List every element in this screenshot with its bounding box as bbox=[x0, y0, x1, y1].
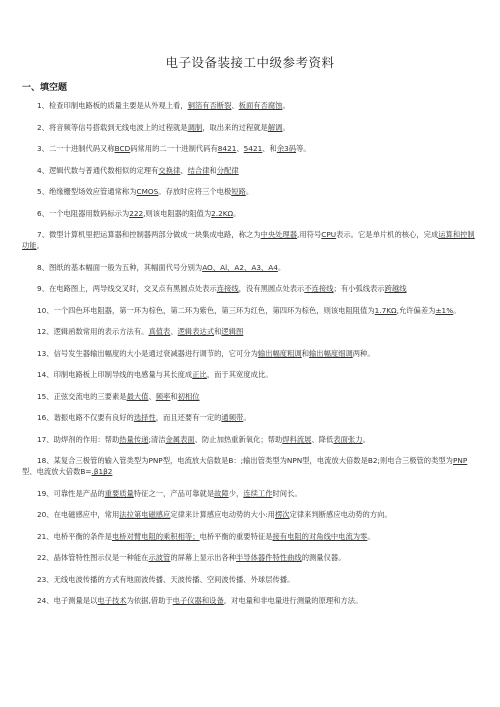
answer-text: 半导体器件特性曲线 bbox=[236, 553, 302, 563]
question-text: 21、电桥平衡的条件是 bbox=[37, 531, 112, 541]
question-text: 15、正弦交流电的三要素是 bbox=[37, 391, 127, 401]
question-text: 表示。它是单片机的核心，完成 bbox=[336, 230, 439, 239]
question-text: 1、检查印制电路板的质量主要是从外观上看， bbox=[37, 101, 188, 110]
question-item bbox=[22, 143, 477, 154]
answer-text: 铜箔有否断裂 bbox=[187, 101, 232, 110]
question-text: 、 bbox=[170, 327, 178, 337]
answer-text: 结合律 bbox=[187, 165, 210, 175]
answer-text: 焊料流展 bbox=[282, 434, 312, 444]
answer-text: PNP bbox=[452, 456, 468, 466]
question-text: ,则该电阻器的阻值为 bbox=[143, 208, 212, 218]
question-text: 电桥平衡的重要特征是 bbox=[199, 531, 273, 541]
question-text: 20、在电磁感应中，常用 bbox=[37, 510, 120, 520]
question-list bbox=[22, 100, 477, 617]
answer-text: 连续工作 bbox=[243, 488, 273, 498]
answer-text: 交换律 bbox=[158, 165, 181, 175]
question-item bbox=[22, 326, 477, 337]
question-text: 4、逻辑代数与普通代数相似的定理有 bbox=[37, 165, 159, 175]
question-text: 、 bbox=[180, 165, 188, 175]
question-text: 和 bbox=[214, 327, 222, 337]
answer-text: CPU bbox=[321, 230, 337, 239]
question-text: 19、可靠性是产品的 bbox=[37, 488, 105, 498]
answer-text: 电桥对臂电阻的乘积相等； bbox=[111, 531, 200, 541]
question-text: 少， bbox=[228, 488, 244, 498]
answer-text: 连接线 bbox=[216, 284, 239, 294]
question-item bbox=[22, 455, 477, 477]
question-text: 2、将音频等信号搭载到无线电波上的过程就是 bbox=[37, 122, 188, 132]
question-item bbox=[22, 574, 477, 585]
question-text: 。 bbox=[282, 122, 290, 132]
question-text: 。存放时应将三个电极 bbox=[158, 187, 232, 196]
question-text: ，而且还要有一定的 bbox=[155, 413, 222, 423]
question-text: 14、印制电路板上印制导线的电感量与其长度成 bbox=[37, 370, 193, 380]
question-text: 特征之一，产品可靠就是 bbox=[133, 488, 215, 498]
question-text: 为依据,借助于 bbox=[126, 596, 173, 606]
question-text: 、 bbox=[148, 391, 156, 401]
question-item bbox=[22, 531, 477, 542]
question-item bbox=[22, 165, 477, 176]
question-item bbox=[22, 229, 477, 251]
section-heading: 一、填空题 bbox=[22, 83, 68, 93]
answer-text: 选择性 bbox=[133, 413, 156, 423]
answer-text: 中央处理器 bbox=[260, 230, 298, 239]
question-text: 22、晶体管特性图示仪是一种能在 bbox=[37, 553, 149, 563]
answer-text: AO、Al、A2、A3、A4 bbox=[202, 262, 278, 272]
answer-text: 接有电阻的对角线中电流为零 bbox=[272, 531, 368, 541]
question-text: ,用符号 bbox=[297, 230, 322, 239]
question-text: 。 bbox=[282, 101, 290, 110]
question-text: ;清洁 bbox=[148, 434, 166, 444]
question-item bbox=[22, 369, 477, 380]
question-text: 、 bbox=[236, 144, 244, 153]
question-text: 7、微型计算机里把运算器和控制器两部分做成一块集成电路，称之为 bbox=[37, 230, 261, 239]
answer-text: 频率 bbox=[155, 391, 171, 401]
question-text: ，没有黑圆点处表示 bbox=[238, 284, 305, 294]
question-text: 。 bbox=[245, 187, 254, 196]
question-text: 型、电流放大倍数B= bbox=[22, 467, 92, 477]
question-text: 5、绝缘栅型场效应管通常称为 bbox=[37, 187, 137, 196]
answer-text: 正比 bbox=[192, 370, 207, 380]
answer-text: CMOS bbox=[136, 187, 159, 196]
answer-text: 1.7KΩ bbox=[374, 305, 397, 315]
question-text: ，而于其宽度成比。 bbox=[206, 370, 273, 380]
question-text: 和 bbox=[170, 391, 178, 401]
question-text: 等。 bbox=[296, 144, 311, 153]
answer-text: .β1β2 bbox=[91, 467, 113, 477]
question-item bbox=[22, 208, 477, 219]
question-text: 码常用的二一十进制代码有 bbox=[130, 144, 218, 153]
question-text: 。 bbox=[277, 262, 286, 272]
answer-text: 真值表 bbox=[148, 327, 171, 337]
question-text: 、降低 bbox=[311, 434, 334, 444]
answer-text: 余3码 bbox=[276, 144, 297, 153]
answer-text: 2.2KΩ bbox=[211, 208, 234, 218]
answer-text: 输出幅度粗调 bbox=[257, 348, 302, 358]
answer-text: 222 bbox=[129, 208, 144, 218]
question-text: 时间长。 bbox=[272, 488, 302, 498]
answer-text: 楞次 bbox=[274, 510, 290, 520]
answer-text: ±1% bbox=[435, 305, 454, 315]
answer-text: 不连接线 bbox=[304, 284, 334, 294]
question-item bbox=[22, 283, 477, 294]
question-text: 种，其幅面代号分别为 bbox=[129, 262, 203, 272]
question-text: 。 bbox=[362, 434, 370, 444]
question-item bbox=[22, 186, 477, 197]
question-text: 、防止加热重新氧化；帮助 bbox=[194, 434, 283, 444]
question-text: 。 bbox=[367, 531, 375, 541]
question-text: 16、谐振电路不仅要有良好的 bbox=[37, 413, 134, 423]
question-item bbox=[22, 305, 477, 316]
answer-text: 8421 bbox=[217, 144, 237, 153]
answer-text: 通频带 bbox=[221, 413, 244, 423]
question-text: 23、无线电波传播的方式有地面波传播、天波传播、空间波传播、外球层传播。 bbox=[37, 574, 295, 584]
page-title: 电子设备装接工中级参考资料 bbox=[165, 55, 335, 70]
answer-text: 重要质量 bbox=[104, 488, 134, 498]
answer-text: 逻辑图 bbox=[221, 327, 244, 337]
question-text: 8、图纸的基本幅面一般为五 bbox=[37, 262, 130, 272]
answer-text: 法拉第电磁感应 bbox=[119, 510, 171, 520]
question-text: ；有小弧线表示 bbox=[333, 284, 385, 294]
question-text: 的测量仪器。 bbox=[301, 553, 346, 563]
question-text: 、 bbox=[231, 101, 239, 110]
answer-text: 热量传递 bbox=[119, 434, 149, 444]
question-item bbox=[22, 509, 477, 520]
answer-text: 初相位 bbox=[177, 391, 200, 401]
question-text: 的屏幕上显示出各种 bbox=[170, 553, 237, 563]
answer-text: 表面张力 bbox=[333, 434, 363, 444]
question-text: 、和 bbox=[262, 144, 277, 153]
answer-text: 示波管 bbox=[148, 553, 171, 563]
question-item bbox=[22, 412, 477, 423]
question-text: 。 bbox=[233, 208, 241, 218]
question-text: 24、电子测量是以 bbox=[37, 596, 98, 606]
answer-text: 电子技术 bbox=[97, 596, 127, 606]
answer-text: 解调 bbox=[267, 122, 283, 132]
question-text: 。 bbox=[453, 305, 461, 315]
answer-text: 逻辑表达式 bbox=[177, 327, 215, 337]
answer-text: 调制 bbox=[187, 122, 203, 132]
question-text: 10、一个四色环电阻器，第一环为棕色，第二环为紫色，第三环为红色，第四环为棕色，则该电阻阻值为 bbox=[37, 305, 375, 315]
question-text: 和 bbox=[301, 348, 309, 358]
question-text: ,允许偏差为 bbox=[396, 305, 436, 315]
answer-text: 板面有否腐蚀 bbox=[238, 101, 283, 110]
question-text: 12、逻辑函数常用的表示方法有。 bbox=[37, 327, 149, 337]
question-item bbox=[22, 595, 477, 606]
answer-text: 运算和控制功能 bbox=[22, 230, 475, 251]
answer-text: 最大值 bbox=[126, 391, 149, 401]
answer-text: 5421 bbox=[243, 144, 263, 153]
question-item bbox=[22, 262, 477, 273]
question-text: 和 bbox=[209, 165, 217, 175]
question-item bbox=[22, 348, 477, 359]
question-text: 17、助焊剂的作用：帮助 bbox=[37, 434, 120, 444]
answer-text: 电子仪器和设备 bbox=[172, 596, 224, 606]
question-text: 3、二一十进制代码又称 bbox=[37, 144, 115, 153]
question-item bbox=[22, 100, 477, 111]
question-item bbox=[22, 434, 477, 445]
question-text: 定律来计算感应电动势的大小:用 bbox=[170, 510, 275, 520]
question-text: ，取出来的过程就是 bbox=[202, 122, 268, 132]
answer-text: 短路 bbox=[231, 187, 246, 196]
question-text: ，对电量和非电量进行测量的原理和方法。 bbox=[223, 596, 363, 606]
question-text: 定律来判断感应电动势的方向。 bbox=[289, 510, 392, 520]
question-text: 。 bbox=[36, 241, 44, 251]
answer-text: 故障 bbox=[214, 488, 229, 498]
question-item bbox=[22, 552, 477, 563]
question-text: 18、某复合三极管的输入管类型为PNP型，电流放大倍数是B：;输出管类型为NPN型，电流放大倍数是B2;则电合三极管的类型为 bbox=[37, 456, 453, 466]
question-text: 两种。 bbox=[352, 348, 375, 358]
answer-text: 跨越线 bbox=[384, 284, 407, 294]
answer-text: 金属表面 bbox=[165, 434, 195, 444]
question-item bbox=[22, 122, 477, 133]
question-item bbox=[22, 391, 477, 402]
answer-text: 输出幅度细调 bbox=[308, 348, 353, 358]
question-text: 9、在电路图上，两导线交叉时，交叉点有黑圆点处表示 bbox=[37, 284, 217, 294]
question-text: 6、一个电阻器用数码标示为 bbox=[37, 208, 130, 218]
answer-text: 分配律 bbox=[216, 165, 239, 175]
answer-text: BCD bbox=[114, 144, 131, 153]
question-text: 13、信号发生器输出幅度的大小是通过衰减器进行调节的，它可分为 bbox=[37, 348, 258, 358]
question-item bbox=[22, 488, 477, 499]
question-text: 。 bbox=[243, 413, 251, 423]
